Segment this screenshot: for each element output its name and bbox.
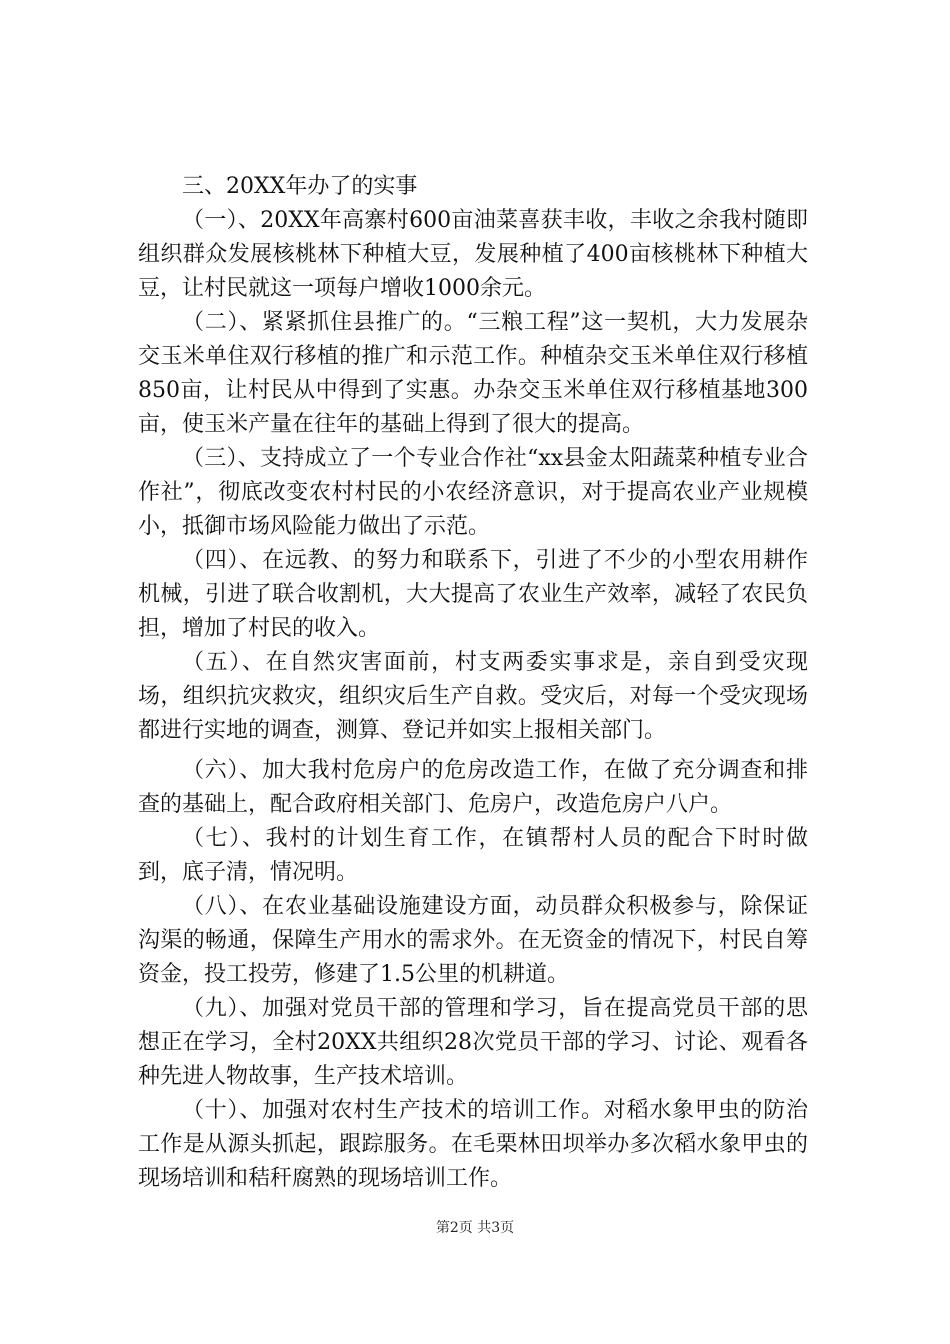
paragraph-7: （七）、我村的计划生育工作，在镇帮村人员的配合下时时做到，底子清，情况明。 [138, 826, 808, 885]
paragraph-4: （四）、在远教、的努力和联系下，引进了不少的小型农用耕作机械，引进了联合收割机，大大提高了农业生产效率，减轻了农民负担，增加了村民的收入。 [138, 548, 808, 641]
paragraph-6: （六）、加大我村危房户的危房改造工作，在做了充分调查和排查的基础上，配合政府相关部门、危房户，改造危房户八户。 [138, 758, 808, 817]
paragraph-1: （一）、20XX年高寨村600亩油菜喜获丰收，丰收之余我村随即组织群众发展核桃林下种植大豆，发展种植了400亩核桃林下种植大豆，让村民就这一项每户增收1000余元。 [138, 208, 808, 301]
page-number-footer: 第2页 共3页 [435, 1220, 515, 1236]
paragraph-10: （十）、加强对农村生产技术的培训工作。对稻水象甲虫的防治工作是从源头抓起，跟踪服务。在毛栗林田坝举办多次稻水象甲虫的现场培训和秸秆腐熟的现场培训工作。 [138, 1098, 808, 1191]
paragraph-3: （三）、支持成立了一个专业合作社“xx县金太阳蔬菜种植专业合作社”，彻底改变农村村民的小农经济意识，对于提高农业产业规模小，抵御市场风险能力做出了示范。 [138, 446, 808, 539]
paragraph-9: （九）、加强对党员干部的管理和学习，旨在提高党员干部的思想正在学习，全村20XX共组织28次党员干部的学习、讨论、观看各种先进人物故事，生产技术培训。 [138, 996, 808, 1089]
paragraph-8: （八）、在农业基础设施建设方面，动员群众积极参与，除保证沟渠的畅通，保障生产用水的需求外。在无资金的情况下，村民自筹资金，投工投劳，修建了1.5公里的机耕道。 [138, 894, 808, 987]
paragraph-2: （二）、紧紧抓住县推广的。“三粮工程”这一契机，大力发展杂交玉米单住双行移植的推广和示范工作。种植杂交玉米单住双行移植850亩，让村民从中得到了实惠。办杂交玉米单住双行移植基地300亩，使玉米产量在往年的基础上得到了很大的提高。 [138, 310, 808, 437]
section-heading: 三、20XX年办了的实事 [182, 174, 418, 199]
paragraph-5: （五）、在自然灾害面前，村支两委实事求是，亲自到受灾现场，组织抗灾救灾，组织灾后生产自救。受灾后，对每一个受灾现场都进行实地的调查，测算、登记并如实上报相关部门。 [138, 650, 808, 743]
document-body [138, 170, 808, 1196]
